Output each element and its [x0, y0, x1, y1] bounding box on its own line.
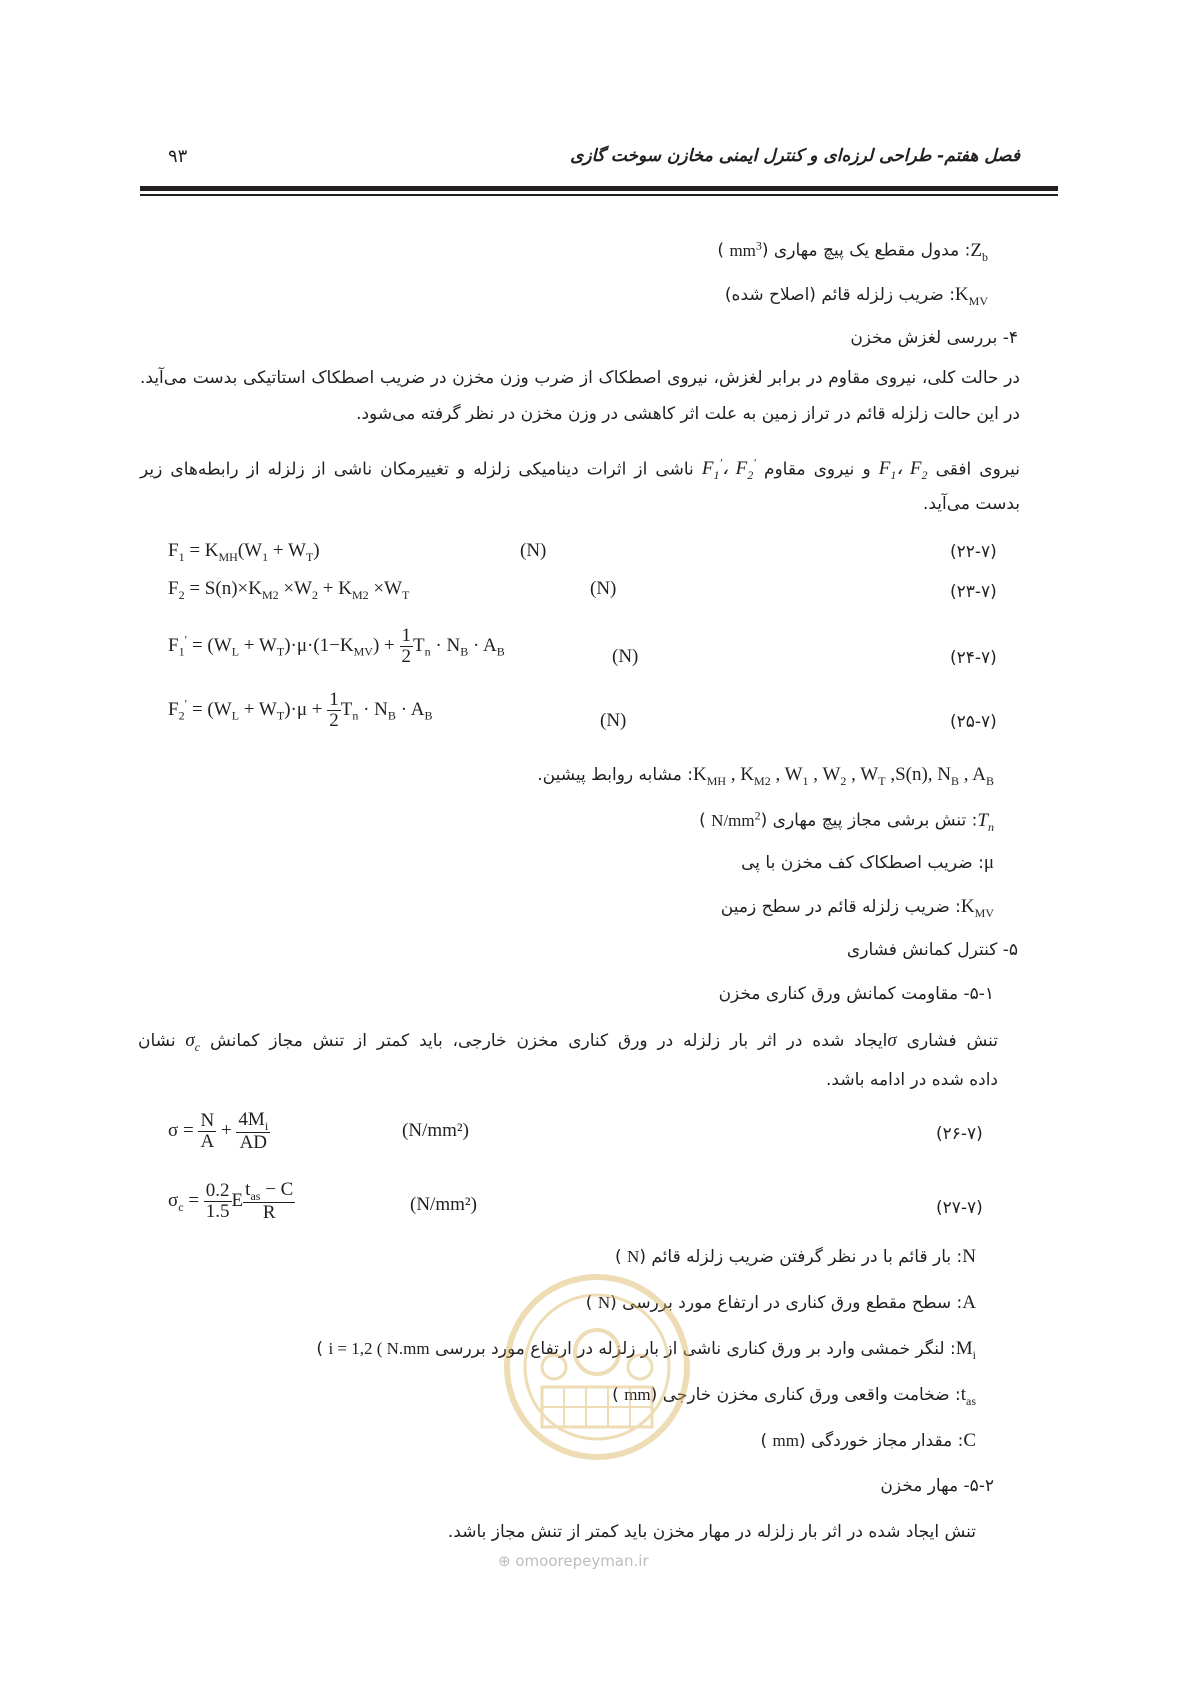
section4-para2-line2: بدست می‌آید.: [922, 494, 1020, 514]
watermark-seal-icon: [482, 1262, 712, 1472]
equation-22-unit: (N): [520, 540, 547, 561]
equation-23-number: (۲۳-۷): [950, 582, 997, 602]
def-tn: $T_n$: تنش برشی مجاز پیچ مهاری ($N/mm^2$ ): [699, 808, 994, 834]
section5-2-heading: ۵-۲- مهار مخزن: [880, 1476, 994, 1496]
def-mu: μ: ضریب اصطکاک کف مخزن با پی: [741, 852, 994, 873]
def-n: N: بار قائم با در نظر گرفتن ضریب زلزله قائم (N ): [614, 1246, 976, 1267]
equation-27-number: (۲۷-۷): [936, 1198, 983, 1218]
section5-para-line2: داده شده در ادامه باشد.: [826, 1070, 998, 1090]
equation-24-unit: (N): [612, 646, 639, 667]
def-a: A: سطح مقطع ورق کناری در ارتفاع مورد بررسی (N ): [585, 1292, 976, 1313]
section5-1-heading: ۵-۱- مقاومت کمانش ورق کناری مخزن: [718, 984, 994, 1004]
globe-icon: ⊕: [498, 1552, 511, 1570]
equation-23-unit: (N): [590, 578, 617, 599]
section4-heading: ۴- بررسی لغزش مخزن: [850, 328, 1018, 348]
equation-22-number: (۲۲-۷): [950, 542, 997, 562]
watermark-url: ⊕ omoorepeyman.ir: [498, 1552, 649, 1570]
equation-25-unit: (N): [600, 710, 627, 731]
def-c: C: مقدار مجاز خوردگی (mm ): [760, 1430, 976, 1451]
section4-para1: در حالت کلی، نیروی مقاوم در برابر لغزش، نیروی اصطکاک از ضرب وزن مخزن در ضریب اصطکاک استاتیکی بدست می‌آید. در این حالت زلزله قائم در تراز زمین به علت اثر کاهشی در وزن مخزن در نظر گرفته می‌شود.: [140, 368, 1020, 424]
def-similar: $K_{MH}$ , $K_{M2}$ , $W_1$ , $W_2$ , $W_T$ ,S(n), $N_B$ , $A_B$: مشابه روابط پیشین.: [537, 764, 994, 788]
chapter-title: فصل هفتم- طراحی لرزه‌ای و کنترل ایمنی مخازن سوخت گازی: [570, 146, 1020, 166]
equation-24: $F_1' = (W_L + W_T)\cdot\mu\cdot(1-K_{MV})$ + $\frac{1}{2}$ $T_n \cdot N_B \cdot A_B$: [168, 625, 505, 667]
equation-22: $F_1 = K_{MH}(W_1 + W_T)$: [168, 540, 320, 564]
def-zb: $Z_b$: مدول مقطع یک پیچ مهاری ($mm^3$ ): [717, 238, 988, 264]
def-kmv: $K_{MV}$: ضریب زلزله قائم (اصلاح شده): [724, 284, 988, 308]
header-rule-thin: [140, 194, 1058, 196]
equation-26: σ = $\frac{N}{A}$ + $\frac{4M_i}{AD}$: [168, 1109, 269, 1154]
equation-26-number: (۲۶-۷): [936, 1124, 983, 1144]
equation-26-unit: (N/mm²): [402, 1120, 469, 1141]
section5-2-text: تنش ایجاد شده در اثر بار زلزله در مهار مخزن باید کمتر از تنش مجاز باشد.: [447, 1522, 976, 1542]
section4-para2-line1: نیروی افقی $F_1،$ $F_2$ و نیروی مقاوم $F_1'،$ $F_2'$ ناشی از اثرات دینامیکی زلزله و تغییرمکان ناشی از زلزله از رابطه‌های زیر: [140, 456, 1021, 483]
equation-25-number: (۲۵-۷): [950, 712, 997, 732]
equation-25: $F_2' = (W_L + W_T)\cdot\mu$ + $\frac{1}{2}$ $T_n \cdot N_B \cdot A_B$: [168, 689, 433, 731]
header-rule-thick: [140, 186, 1058, 191]
def-tas: $t_{as}$: ضخامت واقعی ورق کناری مخزن خارجی (mm ): [612, 1384, 976, 1408]
section5-para-line1: تنش فشاری σایجاد شده در اثر بار زلزله در ورق کناری مخزن خارجی، باید کمتر از تنش مجاز کمانش $\sigma_c$ نشان: [138, 1030, 999, 1054]
def-kmv-ground: $K_{MV}$: ضریب زلزله قائم در سطح زمین: [720, 896, 994, 920]
equation-27: $\sigma_c$ = $\frac{0.2}{1.5}$ E $\frac{t_{as} - C}{R}$: [168, 1179, 294, 1224]
equation-27-unit: (N/mm²): [410, 1194, 477, 1215]
equation-23: $F_2 = S(n)\times K_{M2} \times W_2 + K_{M2} \times W_T$: [168, 578, 410, 602]
equation-24-number: (۲۴-۷): [950, 648, 997, 668]
page-number: ۹۳: [168, 146, 188, 167]
def-mi: $M_i$: لنگر خمشی وارد بر ورق کناری ناشی از بار زلزله در ارتفاع مورد بررسی i = 1,2 ( N.mm ): [316, 1338, 976, 1362]
section5-heading: ۵- کنترل کمانش فشاری: [846, 940, 1018, 960]
